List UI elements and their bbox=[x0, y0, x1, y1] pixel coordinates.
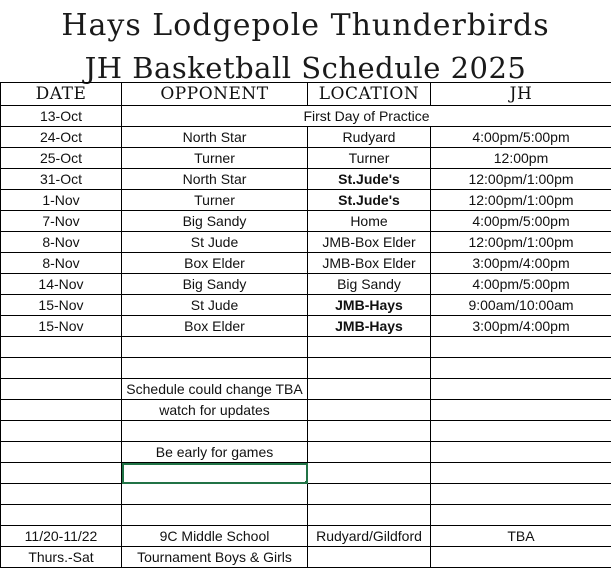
game-row bbox=[1, 253, 611, 274]
game-row bbox=[1, 148, 611, 169]
game-location[interactable]: Home bbox=[308, 211, 431, 232]
schedule-grid bbox=[0, 82, 611, 568]
game-date[interactable]: 7-Nov bbox=[1, 211, 122, 232]
empty-cell[interactable] bbox=[1, 442, 122, 463]
game-date[interactable]: 24-Oct bbox=[1, 127, 122, 148]
game-opponent[interactable]: Box Elder bbox=[122, 316, 308, 337]
schedule-subtitle: JH Basketball Schedule 2025 bbox=[84, 51, 527, 85]
game-date[interactable]: 31-Oct bbox=[1, 169, 122, 190]
game-date[interactable]: 15-Nov bbox=[1, 295, 122, 316]
empty-cell[interactable] bbox=[1, 463, 122, 484]
empty-cell[interactable] bbox=[308, 379, 431, 400]
header-location[interactable]: LOCATION bbox=[308, 83, 431, 106]
game-opponent[interactable]: Box Elder bbox=[122, 253, 308, 274]
practice-note[interactable]: First Day of Practice bbox=[122, 106, 611, 127]
empty-cell[interactable] bbox=[431, 505, 611, 526]
empty-row bbox=[1, 505, 611, 526]
empty-cell[interactable] bbox=[431, 358, 611, 379]
game-time[interactable]: 9:00am/10:00am bbox=[431, 295, 611, 316]
tournament-days[interactable]: Thurs.-Sat bbox=[1, 547, 122, 568]
game-location[interactable]: Big Sandy bbox=[308, 274, 431, 295]
game-row bbox=[1, 295, 611, 316]
empty-cell[interactable] bbox=[431, 337, 611, 358]
schedule-title: Hays Lodgepole Thunderbirds bbox=[61, 8, 550, 43]
game-row bbox=[1, 127, 611, 148]
note-watch-updates[interactable]: watch for updates bbox=[122, 400, 308, 421]
game-time[interactable]: 4:00pm/5:00pm bbox=[431, 127, 611, 148]
game-opponent[interactable]: St Jude bbox=[122, 295, 308, 316]
empty-cell[interactable] bbox=[308, 442, 431, 463]
empty-cell[interactable] bbox=[308, 484, 431, 505]
note-row bbox=[1, 400, 611, 421]
game-location[interactable]: St.Jude's bbox=[308, 190, 431, 211]
game-row bbox=[1, 190, 611, 211]
game-date[interactable]: 15-Nov bbox=[1, 316, 122, 337]
note-be-early[interactable]: Be early for games bbox=[122, 442, 308, 463]
empty-cell[interactable] bbox=[431, 421, 611, 442]
game-location[interactable]: Turner bbox=[308, 148, 431, 169]
game-location[interactable]: St.Jude's bbox=[308, 169, 431, 190]
tournament-date[interactable]: 11/20-11/22 bbox=[1, 526, 122, 547]
empty-cell[interactable] bbox=[122, 505, 308, 526]
game-date[interactable]: 8-Nov bbox=[1, 253, 122, 274]
note-schedule-change[interactable]: Schedule could change TBA bbox=[122, 379, 308, 400]
empty-cell[interactable] bbox=[308, 358, 431, 379]
empty-row bbox=[1, 421, 611, 442]
empty-cell[interactable] bbox=[122, 358, 308, 379]
header-jh[interactable]: JH bbox=[431, 83, 611, 106]
header-date[interactable]: DATE bbox=[1, 83, 122, 106]
game-date[interactable]: 14-Nov bbox=[1, 274, 122, 295]
empty-cell[interactable] bbox=[308, 463, 431, 484]
game-date[interactable]: 25-Oct bbox=[1, 148, 122, 169]
game-row bbox=[1, 169, 611, 190]
game-row bbox=[1, 211, 611, 232]
game-time[interactable]: 12:00pm/1:00pm bbox=[431, 232, 611, 253]
empty-cell[interactable] bbox=[308, 547, 431, 568]
tournament-time[interactable]: TBA bbox=[431, 526, 611, 547]
game-date[interactable]: 1-Nov bbox=[1, 190, 122, 211]
note-row bbox=[1, 379, 611, 400]
empty-cell[interactable] bbox=[431, 400, 611, 421]
game-location[interactable]: Rudyard bbox=[308, 127, 431, 148]
tournament-row bbox=[1, 547, 611, 568]
tournament-name[interactable]: 9C Middle School bbox=[122, 526, 308, 547]
empty-cell[interactable] bbox=[1, 421, 122, 442]
empty-cell[interactable] bbox=[122, 484, 308, 505]
empty-cell[interactable] bbox=[1, 379, 122, 400]
practice-row bbox=[1, 106, 611, 127]
empty-row bbox=[1, 337, 611, 358]
empty-cell[interactable] bbox=[1, 505, 122, 526]
tournament-location[interactable]: Rudyard/Gildford bbox=[308, 526, 431, 547]
note-row bbox=[1, 442, 611, 463]
game-row bbox=[1, 232, 611, 253]
game-time[interactable]: 3:00pm/4:00pm bbox=[431, 316, 611, 337]
selected-cell[interactable] bbox=[122, 463, 308, 484]
game-time[interactable]: 12:00pm/1:00pm bbox=[431, 169, 611, 190]
empty-cell[interactable] bbox=[308, 337, 431, 358]
game-date[interactable]: 8-Nov bbox=[1, 232, 122, 253]
game-opponent[interactable]: North Star bbox=[122, 127, 308, 148]
game-time[interactable]: 12:00pm/1:00pm bbox=[431, 190, 611, 211]
empty-cell[interactable] bbox=[1, 484, 122, 505]
game-opponent[interactable]: Big Sandy bbox=[122, 274, 308, 295]
game-row bbox=[1, 274, 611, 295]
game-time[interactable]: 12:00pm bbox=[431, 148, 611, 169]
game-location[interactable]: JMB-Hays bbox=[308, 295, 431, 316]
game-time[interactable]: 4:00pm/5:00pm bbox=[431, 211, 611, 232]
empty-row bbox=[1, 358, 611, 379]
game-opponent[interactable]: Turner bbox=[122, 190, 308, 211]
game-opponent[interactable]: Big Sandy bbox=[122, 211, 308, 232]
empty-row bbox=[1, 484, 611, 505]
game-location[interactable]: JMB-Box Elder bbox=[308, 232, 431, 253]
header-opponent[interactable]: OPPONENT bbox=[122, 83, 308, 106]
empty-cell[interactable] bbox=[1, 358, 122, 379]
empty-cell[interactable] bbox=[122, 337, 308, 358]
empty-cell[interactable] bbox=[431, 442, 611, 463]
empty-cell[interactable] bbox=[431, 463, 611, 484]
header-row bbox=[1, 83, 611, 106]
game-location[interactable]: JMB-Hays bbox=[308, 316, 431, 337]
tournament-division[interactable]: Tournament Boys & Girls bbox=[122, 547, 308, 568]
tournament-row bbox=[1, 526, 611, 547]
game-time[interactable]: 4:00pm/5:00pm bbox=[431, 274, 611, 295]
empty-cell[interactable] bbox=[431, 547, 611, 568]
game-time[interactable]: 3:00pm/4:00pm bbox=[431, 253, 611, 274]
game-opponent[interactable]: Turner bbox=[122, 148, 308, 169]
empty-cell[interactable] bbox=[308, 400, 431, 421]
empty-cell[interactable] bbox=[431, 484, 611, 505]
empty-cell[interactable] bbox=[308, 421, 431, 442]
empty-cell[interactable] bbox=[1, 337, 122, 358]
empty-cell[interactable] bbox=[308, 505, 431, 526]
game-opponent[interactable]: St Jude bbox=[122, 232, 308, 253]
game-location[interactable]: JMB-Box Elder bbox=[308, 253, 431, 274]
empty-cell[interactable] bbox=[431, 379, 611, 400]
empty-row bbox=[1, 463, 611, 484]
game-opponent[interactable]: North Star bbox=[122, 169, 308, 190]
game-row bbox=[1, 316, 611, 337]
empty-cell[interactable] bbox=[122, 421, 308, 442]
empty-cell[interactable] bbox=[1, 400, 122, 421]
practice-date[interactable]: 13-Oct bbox=[1, 106, 122, 127]
